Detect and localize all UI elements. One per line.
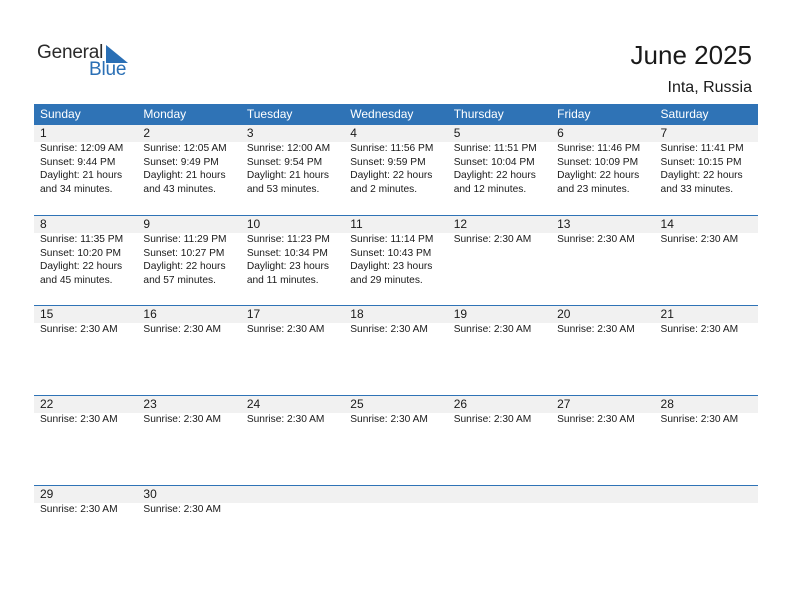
day-number: 27 xyxy=(557,397,571,411)
day-number: 10 xyxy=(246,217,261,231)
day-cell xyxy=(655,396,758,485)
calendar-week-row xyxy=(34,125,758,215)
weekday-header-saturday: Saturday xyxy=(660,107,709,121)
day-cell xyxy=(551,125,654,214)
day-sun-info-line: Sunrise: 12:09 AM xyxy=(40,143,124,154)
day-sun-info-line: Sunrise: 11:46 PM xyxy=(557,143,641,154)
day-number: 1 xyxy=(40,126,47,140)
day-number: 14 xyxy=(660,217,674,231)
week-cells xyxy=(34,306,758,395)
week-cells xyxy=(34,396,758,485)
day-sun-info-line: and 45 minutes. xyxy=(40,274,113,286)
day-sun-info-line: Sunrise: 2:30 AM xyxy=(350,324,428,335)
day-sun-info-line: and 12 minutes. xyxy=(453,183,527,195)
day-sun-info-line: and 23 minutes. xyxy=(557,183,630,195)
day-sun-info-line: Sunset: 10:27 PM xyxy=(143,247,225,259)
day-number: 28 xyxy=(660,397,674,411)
logo-text-blue: Blue xyxy=(89,59,127,80)
day-sun-info-line: Sunset: 9:44 PM xyxy=(40,156,116,168)
day-number: 29 xyxy=(40,487,54,501)
day-sun-info-line: Sunrise: 2:30 AM xyxy=(143,414,222,425)
day-number: 11 xyxy=(350,217,363,231)
day-sun-info-line: and 33 minutes. xyxy=(660,183,734,195)
day-number: 23 xyxy=(143,397,157,411)
day-sun-info-line: Daylight: 21 hours xyxy=(40,170,123,181)
day-sun-info-line: and 11 minutes. xyxy=(246,274,319,286)
weekday-header-tuesday: Tuesday xyxy=(246,107,293,121)
day-sun-info-line: Sunrise: 11:56 PM xyxy=(350,143,434,154)
weeks-container xyxy=(34,125,758,575)
day-cell xyxy=(551,396,654,485)
day-number: 13 xyxy=(557,217,571,231)
day-sun-info-line: Daylight: 23 hours xyxy=(350,261,433,272)
day-cell xyxy=(137,125,240,214)
day-cell xyxy=(137,216,240,305)
day-cell xyxy=(448,216,551,305)
day-cell xyxy=(448,125,551,214)
day-cell xyxy=(137,486,240,575)
day-number: 18 xyxy=(350,307,364,321)
day-sun-info-line: Sunrise: 2:30 AM xyxy=(143,324,222,335)
day-sun-info-line: Sunrise: 2:30 AM xyxy=(660,234,739,245)
day-number: 19 xyxy=(453,307,468,321)
day-sun-info-line: and 29 minutes. xyxy=(350,274,423,286)
location-subtitle: Inta, Russia xyxy=(667,79,752,96)
weekday-header-row xyxy=(34,104,758,125)
day-sun-info-line: Sunset: 10:04 PM xyxy=(453,156,535,168)
day-cell xyxy=(34,306,137,395)
day-sun-info-line: and 57 minutes. xyxy=(143,274,216,286)
day-sun-info-line: Sunrise: 2:30 AM xyxy=(660,324,739,335)
day-number: 4 xyxy=(350,126,357,140)
day-cell xyxy=(34,486,137,575)
day-sun-info-line: Sunrise: 11:14 PM xyxy=(350,234,434,245)
day-cell xyxy=(448,396,551,485)
day-sun-info-line: Sunrise: 2:30 AM xyxy=(453,414,532,425)
day-sun-info-line: Sunrise: 2:30 AM xyxy=(453,234,532,245)
day-number: 3 xyxy=(246,126,254,140)
day-sun-info-line: Sunrise: 11:51 PM xyxy=(453,143,537,154)
day-number: 5 xyxy=(453,126,461,140)
day-cell xyxy=(137,306,240,395)
day-number: 12 xyxy=(453,217,468,231)
day-cell xyxy=(34,396,137,485)
day-cell xyxy=(241,396,344,485)
weekday-header-sunday: Sunday xyxy=(40,107,81,121)
day-sun-info-line: Sunset: 9:54 PM xyxy=(246,156,323,168)
day-sun-info-line: Daylight: 22 hours xyxy=(350,170,433,181)
day-sun-info-line: Sunrise: 11:41 PM xyxy=(660,143,744,154)
day-sun-info-line: Sunset: 10:43 PM xyxy=(350,247,432,259)
weekday-header-thursday: Thursday xyxy=(453,107,504,121)
day-sun-info-line: Sunrise: 2:30 AM xyxy=(660,414,739,425)
day-cell xyxy=(34,125,137,214)
day-cell xyxy=(655,306,758,395)
day-cell xyxy=(344,125,447,214)
day-sun-info-line: Sunrise: 2:30 AM xyxy=(557,414,635,425)
day-sun-info-line: Daylight: 21 hours xyxy=(246,170,329,181)
week-cells xyxy=(34,486,758,575)
day-sun-info-line: Sunrise: 2:30 AM xyxy=(246,414,325,425)
day-number: 9 xyxy=(143,217,151,231)
day-sun-info-line: Daylight: 22 hours xyxy=(40,261,123,272)
calendar-week-row xyxy=(34,485,758,575)
day-sun-info-line: Sunset: 10:15 PM xyxy=(660,156,742,168)
day-sun-info-line: Sunset: 10:20 PM xyxy=(40,247,121,259)
day-number: 22 xyxy=(40,397,54,411)
day-cell xyxy=(448,306,551,395)
day-number: 24 xyxy=(246,397,261,411)
day-cell xyxy=(655,216,758,305)
day-sun-info-line: Sunrise: 2:30 AM xyxy=(40,504,118,515)
day-sun-info-line: Sunset: 10:09 PM xyxy=(557,156,639,168)
day-number: 2 xyxy=(143,126,151,140)
day-cell xyxy=(137,396,240,485)
day-number: 16 xyxy=(143,307,157,321)
day-number: 21 xyxy=(660,307,674,321)
day-sun-info-line: and 34 minutes. xyxy=(40,183,113,195)
day-number: 15 xyxy=(40,307,54,321)
logo-text-general: General xyxy=(37,42,104,63)
day-sun-info-line: Sunrise: 11:29 PM xyxy=(143,234,227,245)
day-number: 17 xyxy=(246,307,261,321)
day-sun-info-line: Sunset: 9:59 PM xyxy=(350,156,426,168)
day-sun-info-line: Sunrise: 2:30 AM xyxy=(453,324,532,335)
day-cell xyxy=(241,306,344,395)
day-number: 7 xyxy=(660,126,668,140)
day-cell xyxy=(241,125,344,214)
week-cells xyxy=(34,216,758,305)
weekday-header-monday: Monday xyxy=(143,107,187,121)
day-sun-info-line: Sunrise: 2:30 AM xyxy=(143,504,222,515)
day-sun-info-line: Sunrise: 11:35 PM xyxy=(40,234,124,245)
day-sun-info-line: Sunrise: 2:30 AM xyxy=(350,414,428,425)
day-sun-info-line: Daylight: 22 hours xyxy=(557,170,640,181)
day-sun-info-line: Daylight: 22 hours xyxy=(660,170,743,181)
day-cell xyxy=(344,306,447,395)
day-cell xyxy=(344,396,447,485)
day-cell xyxy=(551,216,654,305)
calendar-week-row xyxy=(34,395,758,485)
logo xyxy=(37,42,137,82)
day-cell xyxy=(655,125,758,214)
day-sun-info-line: Daylight: 21 hours xyxy=(143,170,226,181)
weekday-header-wednesday: Wednesday xyxy=(350,107,414,121)
day-cell xyxy=(241,216,344,305)
day-sun-info-line: Sunrise: 12:05 AM xyxy=(143,143,227,154)
day-sun-info-line: Daylight: 22 hours xyxy=(453,170,536,181)
page-title: June 2025 xyxy=(630,40,752,70)
day-sun-info-line: Sunrise: 12:00 AM xyxy=(246,143,331,154)
day-sun-info-line: Sunrise: 2:30 AM xyxy=(40,414,118,425)
day-sun-info-line: Sunrise: 2:30 AM xyxy=(557,324,635,335)
day-cell xyxy=(344,216,447,305)
day-number: 30 xyxy=(143,487,157,501)
day-number: 26 xyxy=(453,397,468,411)
day-number: 8 xyxy=(40,217,47,231)
day-number: 25 xyxy=(350,397,364,411)
day-number: 20 xyxy=(557,307,571,321)
day-sun-info-line: Sunset: 10:34 PM xyxy=(246,247,328,259)
calendar-grid xyxy=(34,104,758,575)
day-sun-info-line: Sunrise: 11:23 PM xyxy=(246,234,330,245)
day-cell xyxy=(34,216,137,305)
calendar-week-row xyxy=(34,215,758,305)
day-number: 6 xyxy=(557,126,564,140)
day-sun-info-line: Sunset: 9:49 PM xyxy=(143,156,219,168)
day-sun-info-line: Daylight: 22 hours xyxy=(143,261,226,272)
day-sun-info-line: and 43 minutes. xyxy=(143,183,216,195)
day-sun-info-line: Sunrise: 2:30 AM xyxy=(557,234,635,245)
weekday-header-friday: Friday xyxy=(557,107,591,121)
week-cells xyxy=(34,125,758,214)
day-cell xyxy=(551,306,654,395)
day-sun-info-line: Daylight: 23 hours xyxy=(246,261,329,272)
day-sun-info-line: Sunrise: 2:30 AM xyxy=(246,324,325,335)
day-sun-info-line: and 53 minutes. xyxy=(246,183,320,195)
day-sun-info-line: Sunrise: 2:30 AM xyxy=(40,324,118,335)
calendar-week-row xyxy=(34,305,758,395)
day-sun-info-line: and 2 minutes. xyxy=(350,183,418,195)
